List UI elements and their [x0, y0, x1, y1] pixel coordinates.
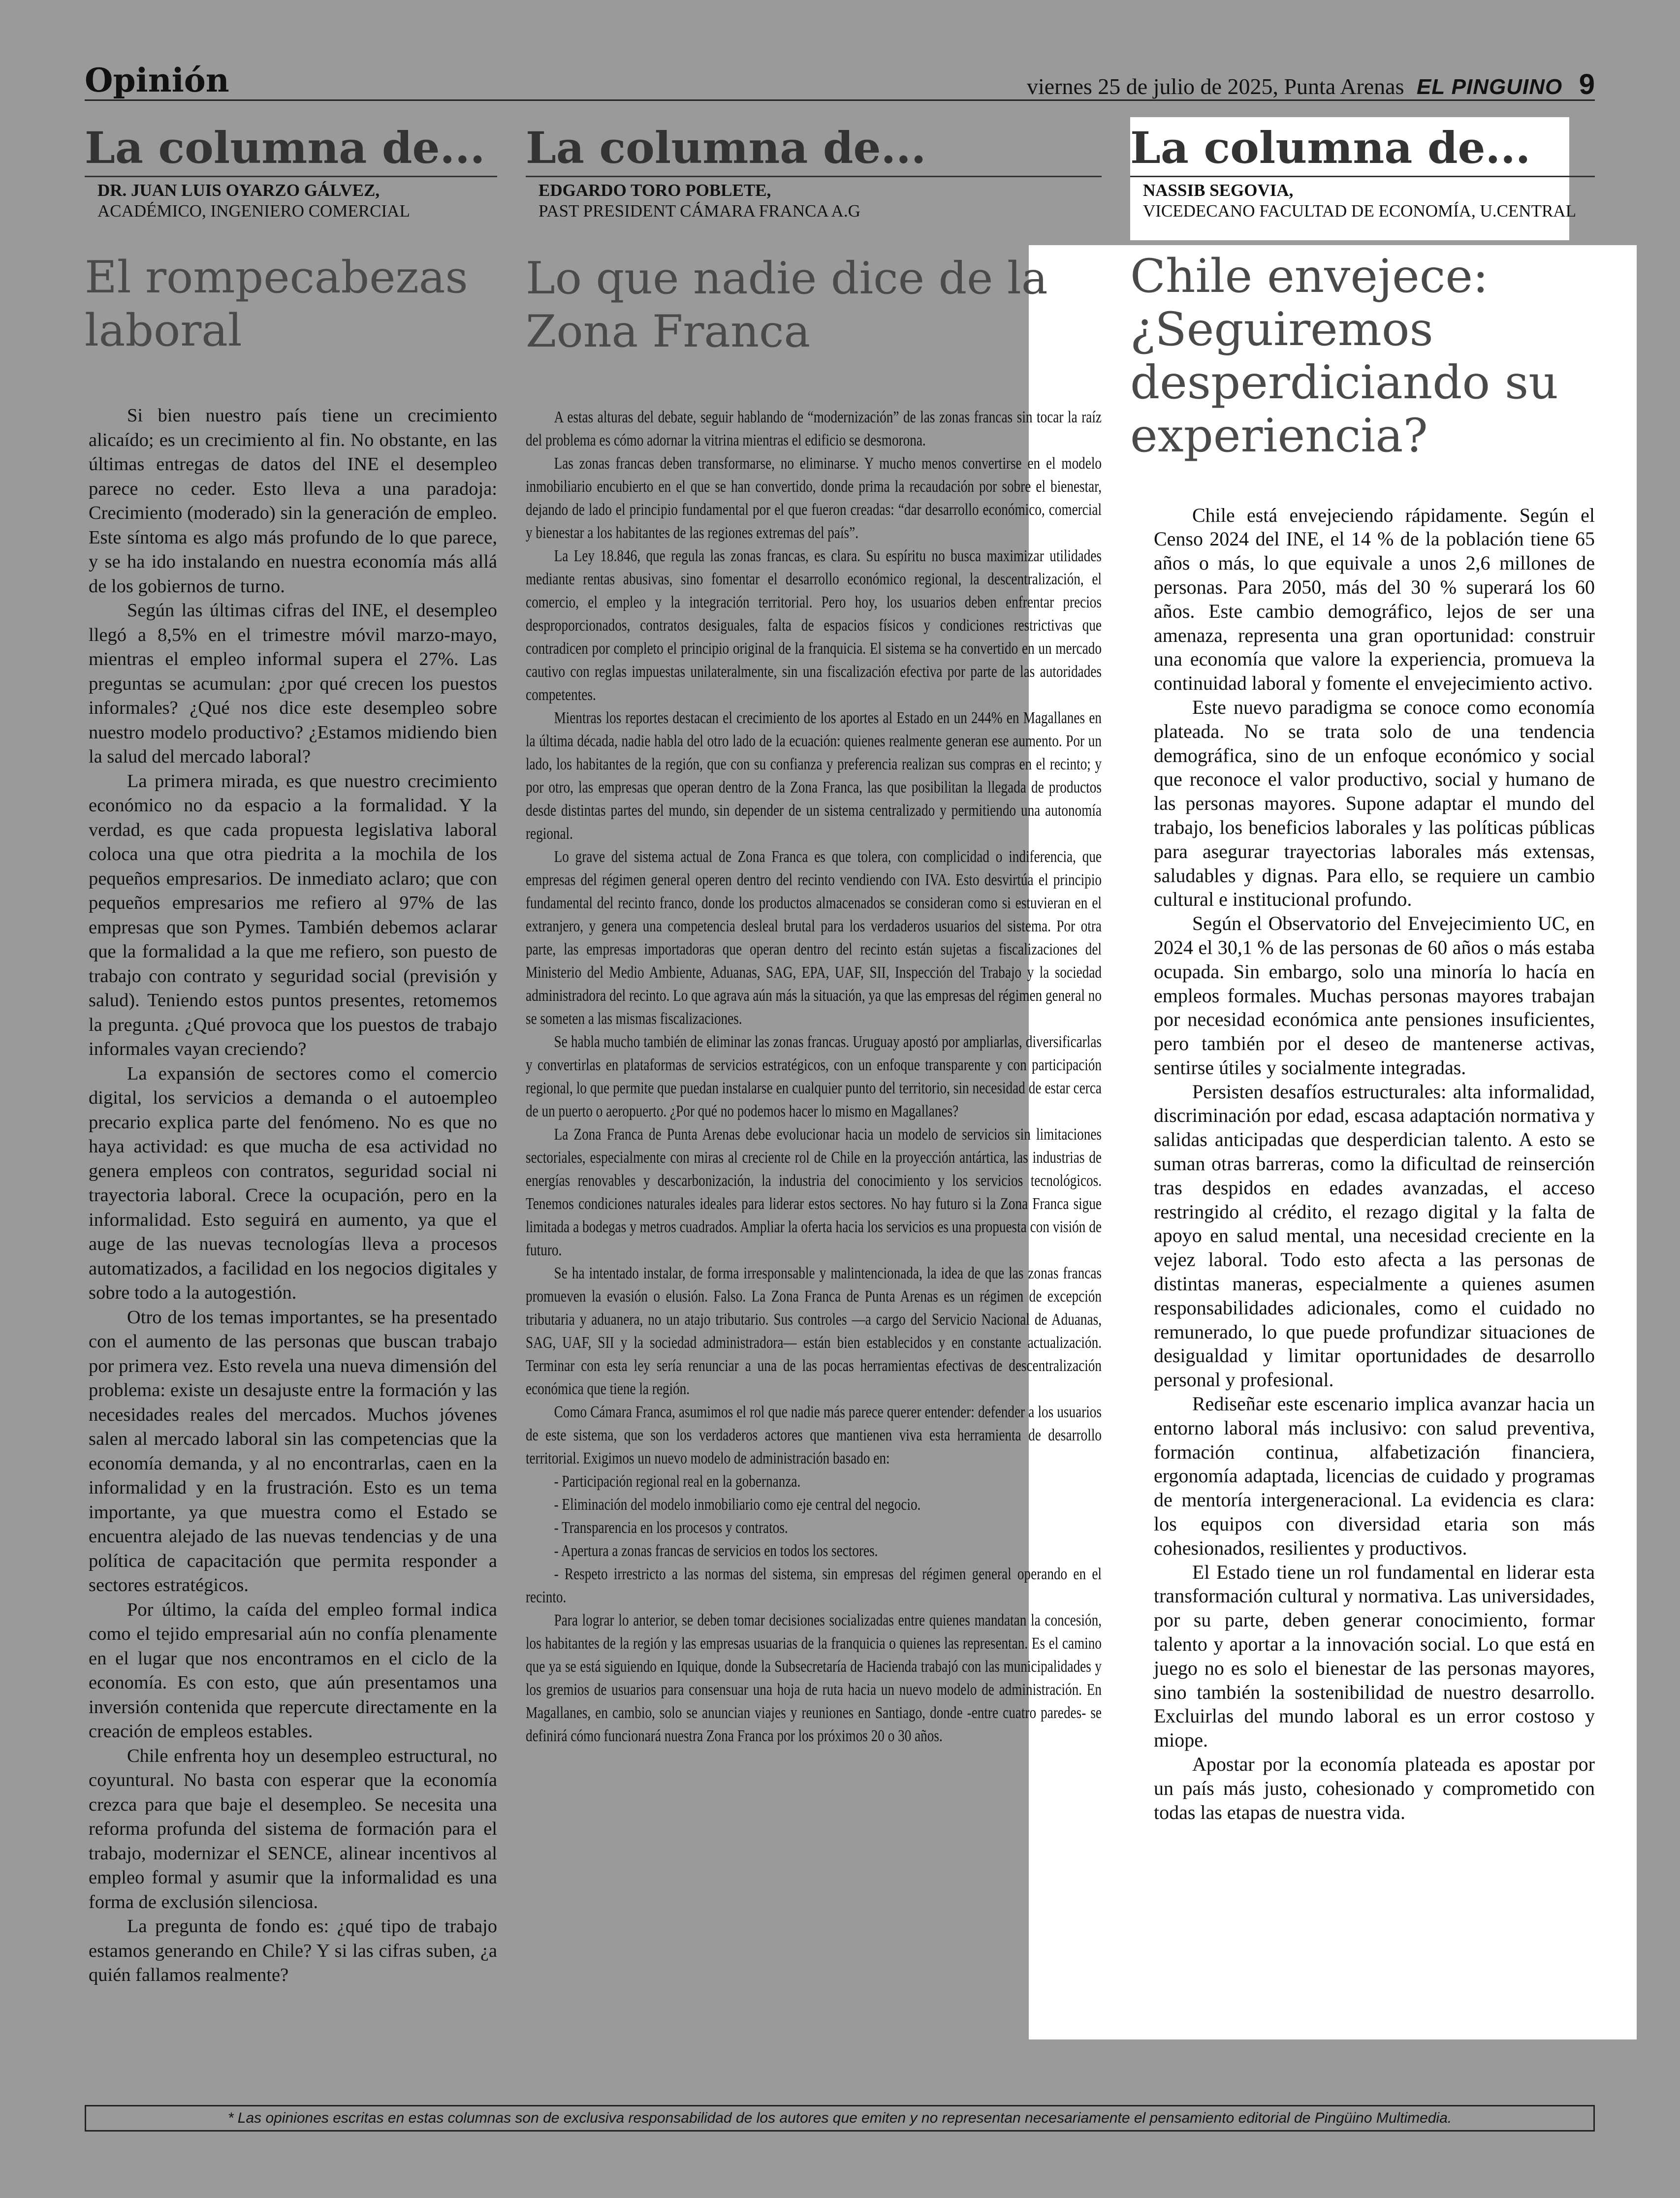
column-segovia: [1130, 123, 1595, 1824]
section-name: Opinión: [85, 61, 229, 99]
date-place: viernes 25 de julio de 2025, Punta Arenas: [1026, 74, 1404, 99]
page-header: [85, 60, 1595, 101]
paragraph: Si bien nuestro país tiene un crecimiento alicaído; es un crecimiento al fin. No obstante, en las últimas entregas de datos del INE el desempleo parece no ceder. Esto lleva a una paradoja: Crecimiento (moderado) sin la generación de empleo. Este síntoma es algo más profundo de lo que parece, y se ha ido instalando en nuestra economía más allá de los gobiernos de turno.: [89, 405, 497, 597]
list-item: - Participación regional real en la gobernanza.: [554, 1472, 801, 1491]
newspaper-brand: EL PINGUINO: [1417, 75, 1563, 99]
author-title: PAST PRESIDENT CÁMARA FRANCA A.G: [539, 201, 860, 221]
article-headline: Chile envejece: ¿Seguiremos desperdiciando su experiencia?: [1130, 250, 1558, 463]
paragraph: Apostar por la economía plateada es apostar por un país más justo, cohesionado y comprometido con todas las etapas de nuestra vida.: [1154, 1753, 1595, 1823]
author-byline: [1143, 180, 1595, 222]
paragraph: Otro de los temas importantes, se ha presentado con el aumento de las personas que buscan trabajo por primera vez. Esto revela una nueva dimensión del problema: existe un desajuste entre la formación y las necesidades reales del mercados. Muchos jóvenes salen al mercado laboral sin las competencias que la economía demanda, y al no encontrarlas, caen en la informalidad y en la frustración. Esto es un tema importante, ya que muestra como el Estado se encuentra alejado de las nuevas tendencias y de una política de capacitación que permita responder a sectores estratégicos.: [89, 1306, 497, 1596]
page-number: 9: [1579, 68, 1595, 100]
author-title: VICEDECANO FACULTAD DE ECONOMÍA, U.CENTRAL: [1143, 201, 1576, 221]
column-toro: [526, 123, 1102, 1748]
paragraph: Rediseñar este escenario implica avanzar hacia un entorno laboral más inclusivo: con salud preventiva, formación continua, alfabetización financiera, ergonomía adaptada, licencias de cuidado y programas de mentoría intergeneracional. La evidencia es clara: los equipos con diversidad etaria son más cohesionados, resilientes y productivos.: [1154, 1393, 1595, 1559]
paragraph: Persisten desafíos estructurales: alta informalidad, discriminación por edad, escasa adaptación normativa y salidas anticipadas que desperdician talento. A esto se suman otras barreras, como la dificultad de reinserción tras despidos en edades avanzadas, el acceso restringido al crédito, el rezago digital y la falta de apoyo en salud mental, una necesidad creciente en la vejez laboral. Todo esto afecta a las personas de distintas maneras, especialmente a quienes asumen responsabilidades adicionales, como el cuidado no remunerado, lo que puede profundizar situaciones de desigualdad y limitar oportunidades de desarrollo personal y profesional.: [1154, 1080, 1595, 1391]
list-item: - Apertura a zonas francas de servicios en todos los sectores.: [554, 1542, 878, 1561]
paragraph: Como Cámara Franca, asumimos el rol que nadie más parece querer entender: defender a los usuarios de este sistema, que son los verdaderos actores que mantienen viva esta herramienta de desarrollo territorial. Exigimos un nuevo modelo de administración basado en:: [526, 1403, 1102, 1468]
paragraph: La expansión de sectores como el comercio digital, los servicios a demanda o el autoempleo precario explica parte del fenómeno. No es que no haya actividad: es que mucha de esa actividad no genera empleos con contratos, seguridad social ni trayectoria laboral. Crece la ocupación, pero en la informalidad. Esto seguirá en aumento, ya que el auge de las nuevas tecnologías lleva a procesos automatizados, a facilidad en los negocios digitales y sobre todo a la autogestión.: [89, 1063, 497, 1304]
paragraph: La primera mirada, es que nuestro crecimiento económico no da espacio a la formalidad. Y la verdad, es que cada propuesta legislativa laboral coloca una que otra piedrita a la mochila de los pequeños empresarios. De inmediato aclaro; que con pequeños empresarios me refiero al 97% de las empresas que son Pymes. También debemos aclarar que la formalidad a la que me refiero, son puesto de trabajo con contrato y seguridad social (previsión y salud). Teniendo estos puntos presentes, retomemos la pregunta. ¿Qué provoca que los puestos de trabajo informales vayan creciendo?: [89, 770, 497, 1060]
article-headline: Lo que nadie dice de la Zona Franca: [526, 253, 1048, 358]
author-byline: [97, 180, 497, 222]
paragraph: Chile enfrenta hoy un desempleo estructural, no coyuntural. No basta con esperar que la economía crezca para que baje el desempleo. Se necesita una reforma profunda del sistema de formación para el trabajo, modernizar el SENCE, alinear incentivos al empleo formal y asumir que la informalidad es una forma de exclusión silenciosa.: [89, 1745, 497, 1912]
paragraph: Mientras los reportes destacan el crecimiento de los aportes al Estado en un 244% en Magallanes en la última década, nadie habla del otro lado de la ecuación: quienes realmente generan ese aumento. Por un lado, los habitantes de la región, que con su confianza y preferencia realizan sus compras en el recinto; y por otro, las empresas que operan dentro de la Zona Franca, las que posibilitan la llegada de productos desde distintas partes del mundo, sin depender de un sistema centralizado y permitiendo una autonomía regional.: [526, 709, 1102, 843]
paragraph: Por último, la caída del empleo formal indica como el tejido empresarial aún no confía plenamente en el lugar que nos encontramos en el ciclo de la economía. Es con esto, que aún presentamos una inversión contenida que repercute directamente en la creación de empleos estables.: [89, 1599, 497, 1742]
article-body: [1130, 504, 1595, 1825]
author-name: NASSIB SEGOVIA,: [1143, 181, 1294, 200]
article-body: [85, 404, 497, 1988]
paragraph: Según las últimas cifras del INE, el desempleo llegó a 8,5% en el trimestre móvil marzo-mayo, mientras el empleo informal supera el 27%. Las preguntas se acumulan: ¿por qué crecen los puestos informales? ¿Qué nos dice este desempleo sobre nuestro modelo productivo? ¿Estamos midiendo bien la salud del mercado laboral?: [89, 600, 497, 767]
paragraph: La Zona Franca de Punta Arenas debe evolucionar hacia un modelo de servicios sin limitaciones sectoriales, especialmente con miras al creciente rol de Chile en la proyección antártica, las industrias de energías renovables y descarbonización, la industria del conocimiento y los servicios tecnológicos. Tenemos condiciones naturales ideales para liderar estos sectores. No hay futuro si la Zona Franca sigue limitada a bodegas y metros cuadrados. Ampliar la oferta hacia los servicios es una propuesta con visión de futuro.: [526, 1125, 1102, 1260]
column-kicker: La columna de...: [1130, 123, 1595, 177]
paragraph: Para lograr lo anterior, se deben tomar decisiones socializadas entre quienes mandatan la concesión, los habitantes de la región y las empresas usuarias de la franquicia o quienes las representan. Es el camino que ya se está siguiendo en Iquique, donde la Subsecretaría de Hacienda trabajó con las municipalidades y los gremios de usuarios para consensuar una hoja de ruta hacia un nuevo modelo de administración. En Magallanes, en cambio, solo se anuncian viajes y reuniones en Santiago, donde -entre cuatro paredes- se definirá cómo funcionará nuestra Zona Franca por los próximos 20 o 30 años.: [526, 1611, 1102, 1746]
column-oyarzo: [85, 123, 497, 1988]
article-headline: El rompecabezas laboral: [85, 252, 468, 357]
author-name: DR. JUAN LUIS OYARZO GÁLVEZ,: [97, 181, 380, 200]
opinion-disclaimer: * Las opiniones escritas en estas columnas son de exclusiva responsabilidad de los autores que emiten y no representan necesariamente el pensamiento editorial de Pingüino Multimedia.: [85, 2105, 1595, 2132]
paragraph: Chile está envejeciendo rápidamente. Según el Censo 2024 del INE, el 14 % de la población tiene 65 años o más, lo que equivale a unos 2,6 millones de personas. Para 2050, más del 30 % superará los 60 años. Este cambio demográfico, lejos de ser una amenaza, representa una gran oportunidad: construir una economía que valore la experiencia, promueva la continuidad laboral y fomente el envejecimiento activo.: [1154, 504, 1595, 695]
list-item: - Transparencia en los procesos y contratos.: [554, 1519, 788, 1537]
column-kicker: La columna de...: [526, 123, 1102, 177]
paragraph: Se ha intentado instalar, de forma irresponsable y malintencionada, la idea de que las zonas francas promueven la evasión o elusión. Falso. La Zona Franca de Punta Arenas es un régimen de excepción tributaria y aduanera, no un atajo tributario. Sus controles —a cargo del Servicio Nacional de Aduanas, SAG, UAF, SII y la sociedad administradora— están bien establecidos y en constante actualización. Terminar con esta ley sería renunciar a una de las pocas herramientas efectivas de descentralización económica que tiene la región.: [526, 1264, 1102, 1399]
paragraph: Se habla mucho también de eliminar las zonas francas. Uruguay apostó por ampliarlas, diversificarlas y convertirlas en plataformas de servicios estratégicos, con un enfoque transparente y con participación regional, lo que permite que puedan instalarse en cualquier punto del territorio, sin necesidad de estar cerca de un puerto o aeropuerto. ¿Por qué no podemos hacer lo mismo en Magallanes?: [526, 1033, 1102, 1121]
paragraph: La Ley 18.846, que regula las zonas francas, es clara. Su espíritu no busca maximizar utilidades mediante rentas abusivas, sino fomentar el desarrollo económico regional, la descentralización, el comercio, el empleo y la integración territorial. Pero hoy, los usuarios deben enfrentar precios desproporcionados, contratos desiguales, falta de espacios físicos y condiciones restrictivas que contradicen por completo el principio original de la franquicia. El sistema se ha convertido en un mercado cautivo con reglas impuestas unilateralmente, sin una fiscalización efectiva por parte de las autoridades competentes.: [526, 547, 1102, 704]
paragraph: Según el Observatorio del Envejecimiento UC, en 2024 el 30,1 % de las personas de 60 años o más estaba ocupada. Sin embargo, solo una minoría lo hacía en empleos formales. Muchas personas mayores trabajan por necesidad económica ante pensiones insuficientes, pero también por el deseo de mantenerse activas, sentirse útiles y socialmente integradas.: [1154, 912, 1595, 1079]
paragraph: Este nuevo paradigma se conoce como economía plateada. No se trata solo de una tendencia demográfica, sino de un enfoque económico y social que reconoce el valor productivo, social y humano de las personas mayores. Supone adaptar el mundo del trabajo, los beneficios laborales y las políticas públicas para asegurar trayectorias laborales más extensas, saludables y dignas. Para ello, se requiere un cambio cultural e institucional profundo.: [1154, 696, 1595, 911]
author-title: ACADÉMICO, INGENIERO COMERCIAL: [97, 201, 410, 221]
list-item: - Respeto irrestricto a las normas del sistema, sin empresas del régimen general operando en el recinto.: [526, 1565, 1102, 1607]
author-name: EDGARDO TORO POBLETE,: [539, 181, 771, 200]
paragraph: La pregunta de fondo es: ¿qué tipo de trabajo estamos generando en Chile? Y si las cifras suben, ¿a quién fallamos realmente?: [89, 1916, 497, 1986]
author-byline: [539, 180, 1102, 222]
paragraph: Lo grave del sistema actual de Zona Franca es que tolera, con complicidad o indiferencia, que empresas del régimen general operen dentro del recinto vendiendo con IVA. Esto desvirtúa el principio fundamental del recinto franco, donde los productos almacenados se consideran como si estuvieran en el extranjero, y genera una competencia desleal brutal para los verdaderos usuarios del sistema. Por otra parte, las empresas importadoras que operan dentro del recinto están sujetas a fiscalizaciones del Ministerio del Medio Ambiente, Aduanas, SAG, EPA, UAF, SII, Inspección del Trabajo y la sociedad administradora del recinto. Lo que agrava aún más la situación, ya que las empresas del régimen general no se someten a las mismas fiscalizaciones.: [526, 848, 1102, 1028]
paragraph: A estas alturas del debate, seguir hablando de “modernización” de las zonas francas sin tocar la raíz del problema es cómo adornar la vitrina mientras el edificio se desmorona.: [526, 408, 1102, 450]
paragraph: Las zonas francas deben transformarse, no eliminarse. Y mucho menos convertirse en el modelo inmobiliario encubierto en el que se han convertido, donde prima la recaudación por sobre el bienestar, dejando de lado el principio fundamental por el que fueron creadas: “dar desarrollo económico, comercial y bienestar a los habitantes de las regiones extremas del país”.: [526, 454, 1102, 542]
article-body: [526, 406, 1102, 1748]
paragraph: El Estado tiene un rol fundamental en liderar esta transformación cultural y normativa. Las universidades, por su parte, deben generar conocimiento, formar talento y aportar a la innovación social. Lo que está en juego no es solo el bienestar de las personas mayores, sino también la sostenibilidad de nuestro desarrollo. Excluirlas del mundo laboral es un error costoso y miope.: [1154, 1561, 1595, 1752]
column-kicker: La columna de...: [85, 123, 497, 177]
list-item: - Eliminación del modelo inmobiliario como eje central del negocio.: [554, 1496, 921, 1514]
dateline: [1027, 68, 1595, 101]
